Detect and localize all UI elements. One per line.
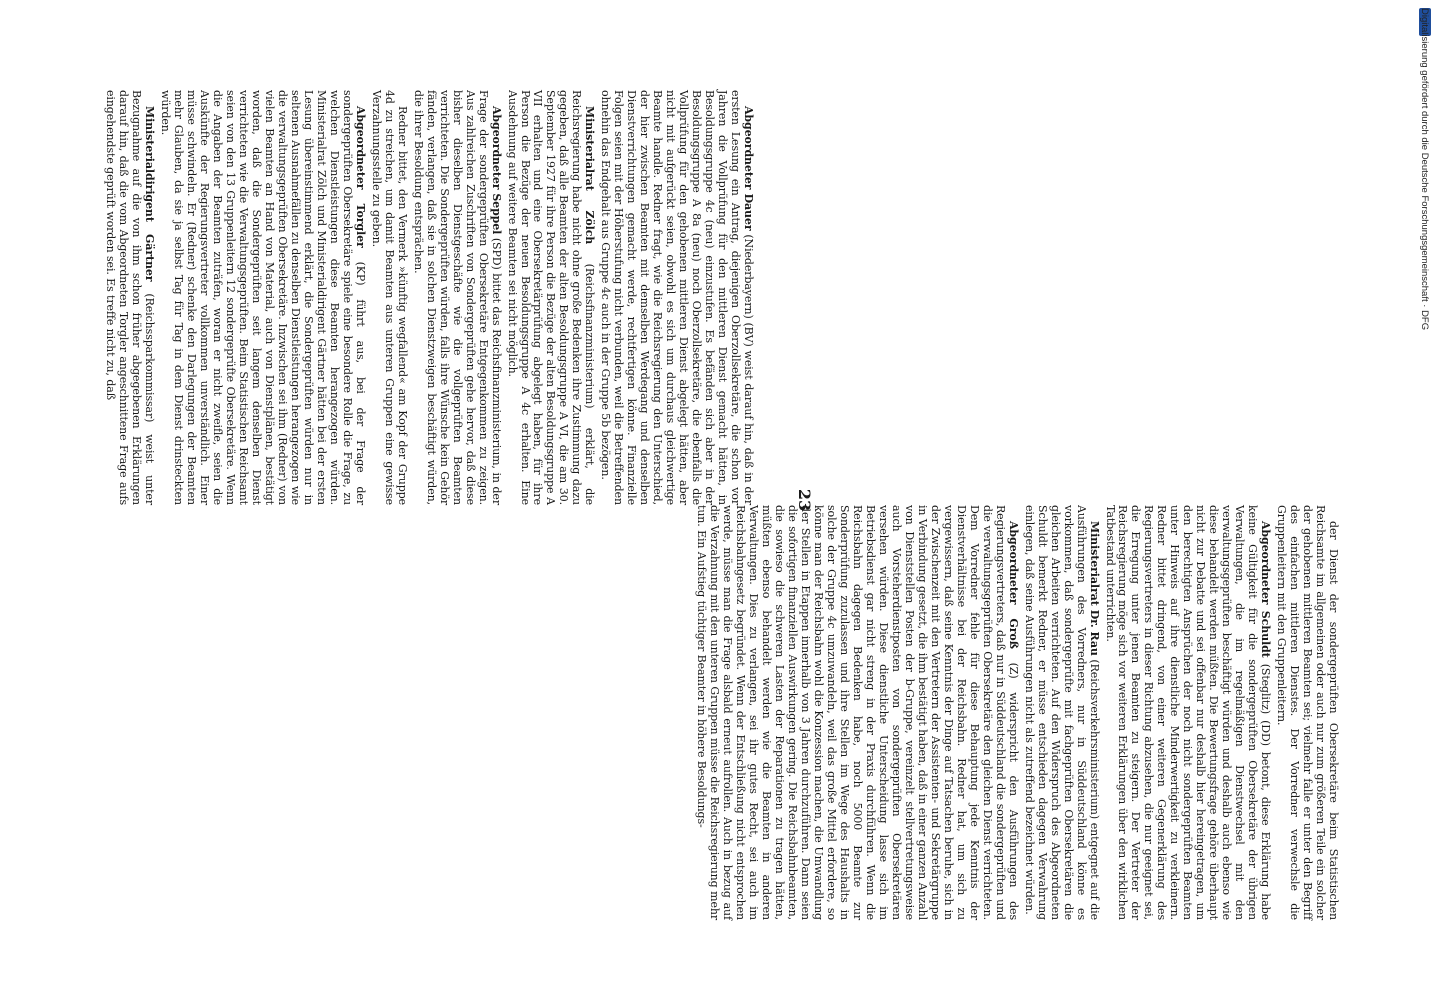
paragraph bbox=[1274, 505, 1339, 920]
paragraph-text: (Reichssparkommissar) weist unter Bezugnahme auf die von ihm schon früher abgegebenen Erklärungen darauf hin, daß die vom Abgeordneten Torgler angeschnittene Frage aufs eingehendste geprüft worden sei. Es treffe nicht zu, daß bbox=[104, 90, 157, 505]
paragraph bbox=[505, 90, 596, 505]
text-column-right bbox=[680, 505, 1339, 920]
paragraph-text: Redner bittet, den Vermerk »künftig wegfallend« am Kopf der Gruppe 4d zu streichen, um damit Beamten aus unteren Gruppen eine gewisse Verzahnungsstelle zu geben. bbox=[369, 90, 409, 505]
speaker-name: Abgeordneter Schuldt bbox=[1259, 521, 1273, 658]
paragraph-text: (SPD) bittet das Reichsfinanzministerium, in der Frage der sondergeprüften Obersekretäre Entgegenkommen zu zeigen. Aus zahlreichen Zuschriften von Sondergeprüften gehe hervor, daß diese bisher dieselben Dienstgeschäfte wie die vollgeprüften Beamten verrichteten. Die Sondergeprüften würden, falls ihre Wünsche kein Gehör fänden, verlangen, daß sie in solchen Dienstzweigen beschäftigt würden, die ihrer Besoldung entsprächen. bbox=[411, 90, 503, 505]
paragraph-text: (Steglitz) (DD) betont, diese Erklärung habe keine Gültigkeit für die sondergeprüften Obersekretäre der übrigen Verwaltungen, die im regelmäßigen Dienstwechsel mit den verwaltungsgeprüften beschäftigt würden und deshalb auch ebenso wie diese behandelt werden müßten. Die Bewertungsfrage gehöre überhaupt nicht zur Debatte und sei offenbar nur deshalb hier hereingetragen, um den berechtigten Ansprüchen der noch nicht sondergeprüften Beamten unter Hinweis auf ihre dienstliche Minderwertigkeit zu verkleinern. Redner bittet dringend, von einer weiteren Gegenerklärung des Regierungsvertreters in dieser Richtung abzusehen, die nur geeignet sei, die Erregung unter jenen Beamten zu steigern. Der Vertreter der Reichsregierung möge sich vor weiteren Erklärungen über den wirklichen Tatbestand unterrichten. bbox=[1103, 505, 1273, 921]
dfg-label: DFG bbox=[1419, 310, 1430, 331]
speaker-name: Ministerialdirigent Gärtner bbox=[143, 106, 157, 282]
speaker-name: Ministerialrat Dr. Rau bbox=[1087, 521, 1101, 656]
paragraph bbox=[1103, 505, 1272, 920]
speaker-name: Ministerialrat Zölch bbox=[583, 106, 597, 245]
paragraph bbox=[1022, 505, 1100, 920]
paragraph-text: der Dienst der sondergeprüften Obersekretäre beim Statistischen Reichsamte im allgemeinen oder auch nur zum größeren Teile ein solcher der gehobenen mittleren Beamten sei; vielmehr falle er unter den Begriff des einfachen mittleren Dienstes. Der Vorredner verwechsle die Gruppenleitern mit den Gruppenleitern. bbox=[1275, 505, 1340, 920]
paragraph-text: (Reichsverkehrsministerium) entgegnet auf die Ausführungen des Vorredners, nur in Süddeutschland könne es vorkommen, daß sondergeprüfte mit fachgeprüften Obersekretären die gleichen Arbeiten verrichteten. Auf den Widerspruch des Abgeordneten Schuldt bemerkt Redner, er müsse entschieden dagegen Verwahrung einlegen, daß seine Ausführungen nicht als zutreffend bezeichnet würden. bbox=[1022, 505, 1101, 920]
paragraph bbox=[369, 90, 408, 505]
credit-line: Digitalisierung gefördert durch die Deutsche Forschungsgemeinschaft bbox=[1419, 8, 1430, 302]
speaker-name: Abgeordneter Groß bbox=[1006, 521, 1020, 649]
paragraph bbox=[411, 90, 502, 505]
paragraph bbox=[695, 505, 1019, 920]
paragraph-text: (Reichsfinanzministerium) erklärt, die Reichsregierung habe nicht ohne große Bedenken ihre Zustimmung dazu gegeben, daß alle Beamten der alten Besoldungsgruppe A VI, die am 30. September 1927 für ihre Person die Bezüge der alten Besoldungsgruppe A VII erhalten und eine Obersekretärprüfung abgelegt haben, für ihre Person die Bezüge der neuen Besoldungsgruppe A 4c erhalten. Eine Ausdehnung auf weitere Beamten sei nicht möglich. bbox=[505, 90, 597, 505]
text-column-left bbox=[104, 90, 755, 505]
page-number: 23 bbox=[795, 488, 814, 512]
digitization-credit bbox=[1416, 8, 1432, 993]
paragraph bbox=[158, 90, 366, 505]
credit-text: Digitalisierung gefördert durch die Deutsche Forschungsgemeinschaft · DFG bbox=[1419, 8, 1430, 331]
paragraph bbox=[104, 90, 156, 505]
speaker-name: Abgeordneter Dauer bbox=[742, 106, 755, 231]
speaker-name: Abgeordneter Seppel bbox=[489, 106, 503, 235]
paragraph-text: (KP) führt aus, bei der Frage der sondergeprüften Obersekretäre spiele eine besondere Rolle die Frage, zu welchen Dienstleistungen diese Beamten herangezogen würden. Ministerialrat Zölch und Ministerialdirigent Gärtner hätten bei der ersten Lesung übereinstimmend erklärt, die Sondergeprüften würden nur in seltenen Ausnahmefällen zu denselben Dienstleistungen herangezogen wie die verwaltungsgeprüften Obersekretäre. Inzwischen sei ihm (Redner) von vielen Beamten an Hand von Material, auch von Dienstplänen, bestätigt worden, daß die Sondergeprüften seit langem denselben Dienst verrichteten wie die Verwaltungsgeprüften. Beim Statistischen Reichsamt seien von den 13 Gruppenleitern 12 sondergeprüfte Obersekretäre. Wenn die Angaben der Beamten zuträfen, woran er nicht zweifle, seien die Auskünfte der Regierungsvertreter vollkommen unverständlich. Einer müsse schwindeln. Er (Redner) schenke den Darlegungen der Beamten mehr Glauben, da sie ja selbst Tag für Tag in dem Dienst drinsteckten würden. bbox=[159, 90, 367, 505]
paragraph-text: (Niederbayern) (BV) weist darauf hin, daß in der ersten Lesung ein Antrag, diejenigen Oberzollsekretäre, die schon vor Jahren die Vollprüfung für den mittleren Dienst gemacht hätten, in Besoldungsgruppe 4c (neu) einzustufen. Es befänden sich aber in der Besoldungsgruppe A 8a (neu) noch Oberzollsekretäre, die ebenfalls die Vollprüfung für den gehobenen mittleren Dienst abgelegt hätten, aber nicht mit aufgerückt seien, obwohl es sich um durchaus gleichwertige Beamte handle. Redner fragt, wie die Reichsregierung den Unterschied, der hier zwischen Beamten mit demselben Werdegang und denselben Dienstverrichtungen gemacht werde, rechtfertigen könne. Finanzielle Folgen seien mit der Höherstufung nicht verbunden, weil die Betreffenden ohnehin das Endgehalt aus Gruppe 4c auch in der Gruppe 5b bezögen. bbox=[599, 90, 755, 505]
paragraph-text: (Z) widerspricht den Ausführungen des Regierungsvertreters, daß nur in Süddeutschland die sondergeprüften und die verwaltungsgeprüften Obersekretäre den gleichen Dienst verrichteten. Dem Vorredner fehle für diese Behauptung jede Kenntnis der Dienstverhältnisse bei der Reichsbahn. Redner hat, um sich zu vergewissern, daß seine Kenntnis der Dinge auf Tatsachen beruhe, sich in der Zwischenzeit mit den Vertretern der Assistenten- und Sekretärgruppe in Verbindung gesetzt, die ihm bestätigt haben, daß in einer ganzen Anzahl von Dienststellen Posten der b-Gruppe, vereinzelt stellvertretungsweise auch Vorsteherdienstposten von sondergeprüften Obersekretären versehen würden. Diese dienstliche Unterscheidung lasse sich im Betriebsdienst gar nicht streng in der Praxis durchführen. Wenn die Reichsbahn dagegen Bedenken habe, noch 5000 Beamte zur Sonderprüfung zuzulassen und ihre Stellen im Wege des Haushalts in solche der Gruppe 4c umzuwandeln, weil das große Mittel erfordere, so könne man der Reichsbahn wohl die Konzession machen, die Umwandlung der Stellen in Etappen innerhalb von 3 Jahren durchzuführen. Dann seien die sofortigen finanziellen Auswirkungen gering. Die Reichsbahnbeamten, die sowieso die schweren Lasten der Reparationen zu tragen hätten, müßten ebenso behandelt werden wie die Beamten in anderen Verwaltungen. Dies zu verlangen, sei ihr gutes Recht, sei auch im Reichsbahngesetz begründet. Wenn der Entschließung nicht entsprochen werde, müsse man die Frage alsbald erneut aufrollen. Auch in bezug auf die Verzahnung mit den unteren Gruppen müsse die Reichsregierung mehr tun. Ein Aufstieg tüchtiger Beamter in höhere Besoldungs- bbox=[695, 505, 1020, 920]
paragraph bbox=[598, 90, 754, 505]
speaker-name: Abgeordneter Torgler bbox=[353, 106, 367, 248]
